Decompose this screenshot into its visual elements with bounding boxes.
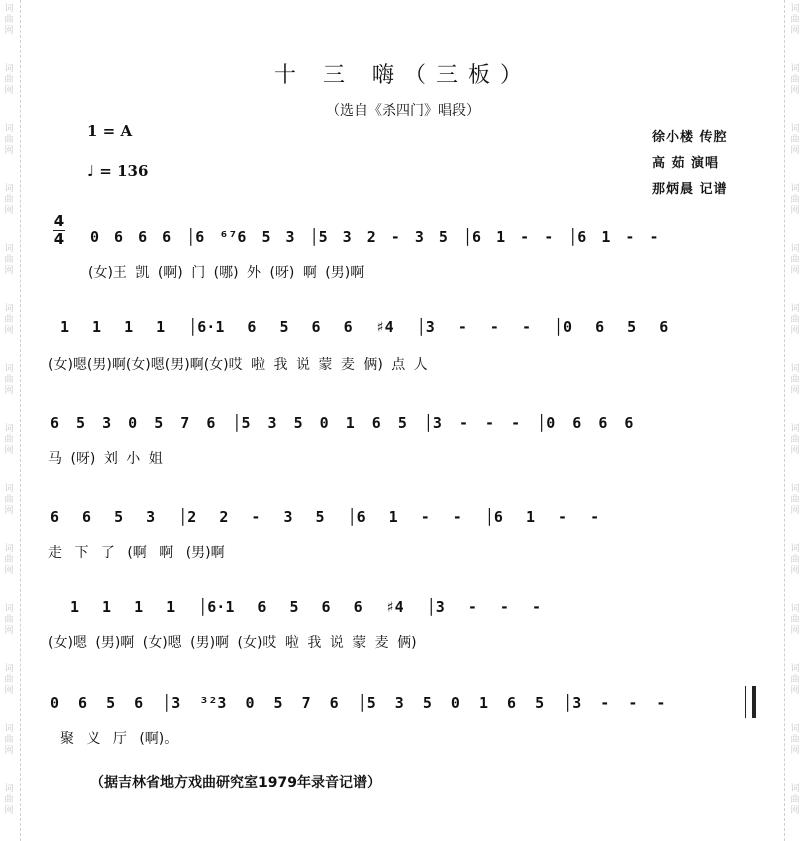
watermark-left: 词 曲 网: [4, 244, 14, 276]
watermark-right: 词 曲 网: [790, 724, 800, 756]
final-barline: [745, 686, 756, 718]
lyrics-line: (女)王 凯 (啊) 门 (哪) 外 (呀) 啊 (男)啊: [88, 265, 365, 281]
score-line: [0, 228, 806, 318]
credit-performer: 高 茹 演唱: [652, 156, 720, 171]
watermark-right: 词 曲 网: [790, 304, 800, 336]
watermark-left: 词 曲 网: [4, 64, 14, 96]
notation-line: 6 6 5 3 │2 2 - 3 5 │6 1 - - │6 1 - -: [50, 508, 600, 526]
watermark-left: 词 曲 网: [4, 724, 14, 756]
watermark-left: 词 曲 网: [4, 544, 14, 576]
notation-line: 1 1 1 1 │6·1 6 5 6 6 ♯4 │3 - - -: [70, 598, 541, 616]
lyrics-line: (女)嗯(男)啊(女)嗯(男)啊(女)哎 啦 我 说 蒙 麦 俩) 点 人: [48, 357, 428, 373]
tempo-marking: ♩ = 136: [87, 162, 149, 180]
watermark-left: 词 曲 网: [4, 4, 14, 36]
score-line: [0, 508, 806, 598]
credit-transcriber: 那炳晨 记谱: [652, 182, 728, 197]
watermark-left: 词 曲 网: [4, 664, 14, 696]
page-title: 十 三 嗨（三板）: [274, 63, 532, 88]
notation-line: 0 6 5 6 │3 ³²3 0 5 7 6 │5 3 5 0 1 6 5 │3 - - -: [50, 694, 666, 712]
watermark-right: 词 曲 网: [790, 604, 800, 636]
score-line: [0, 318, 806, 408]
watermark-right: 词 曲 网: [790, 4, 800, 36]
page-subtitle: （选自《杀四门》唱段）: [326, 103, 480, 119]
time-signature: 4 4: [53, 212, 65, 248]
watermark-right: 词 曲 网: [790, 244, 800, 276]
watermark-right: 词 曲 网: [790, 184, 800, 216]
watermark-right: 词 曲 网: [790, 424, 800, 456]
score-line: [0, 694, 806, 784]
watermark-left: 词 曲 网: [4, 364, 14, 396]
notation-line: 6 5 3 0 5 7 6 │5 3 5 0 1 6 5 │3 - - - │0 6 6 6: [50, 414, 634, 432]
lyrics-line: (女)嗯 (男)啊 (女)嗯 (男)啊 (女)哎 啦 我 说 蒙 麦 俩): [48, 635, 417, 651]
notation-line: 0 6 6 6 │6 ⁶⁷6 5 3 │5 3 2 - 3 5 │6 1 - - │6 1 - -: [90, 228, 659, 246]
watermark-right: 词 曲 网: [790, 784, 800, 816]
score-line: [0, 598, 806, 688]
watermark-left: 词 曲 网: [4, 424, 14, 456]
watermark-right: 词 曲 网: [790, 484, 800, 516]
watermark-left: 词 曲 网: [4, 304, 14, 336]
credit-arranger: 徐小楼 传腔: [652, 130, 728, 145]
watermark-left: 词 曲 网: [4, 604, 14, 636]
watermark-right: 词 曲 网: [790, 124, 800, 156]
watermark-left: 词 曲 网: [4, 784, 14, 816]
score-line: [0, 414, 806, 504]
watermark-right: 词 曲 网: [790, 664, 800, 696]
watermark-right: 词 曲 网: [790, 544, 800, 576]
watermark-left: 词 曲 网: [4, 184, 14, 216]
lyrics-line: 走 下 了 (啊 啊 (男)啊: [48, 545, 225, 561]
footnote: （据吉林省地方戏曲研究室1979年录音记谱）: [90, 775, 381, 791]
lyrics-line: 聚 义 厅 (啊)。: [60, 731, 179, 747]
watermark-right: 词 曲 网: [790, 364, 800, 396]
notation-line: 1 1 1 1 │6·1 6 5 6 6 ♯4 │3 - - - │0 6 5 6: [60, 318, 669, 336]
watermark-right: 词 曲 网: [790, 64, 800, 96]
lyrics-line: 马 (呀) 刘 小 姐: [48, 451, 163, 467]
watermark-left: 词 曲 网: [4, 484, 14, 516]
watermark-left: 词 曲 网: [4, 124, 14, 156]
key-signature: 1 = A: [87, 122, 133, 140]
